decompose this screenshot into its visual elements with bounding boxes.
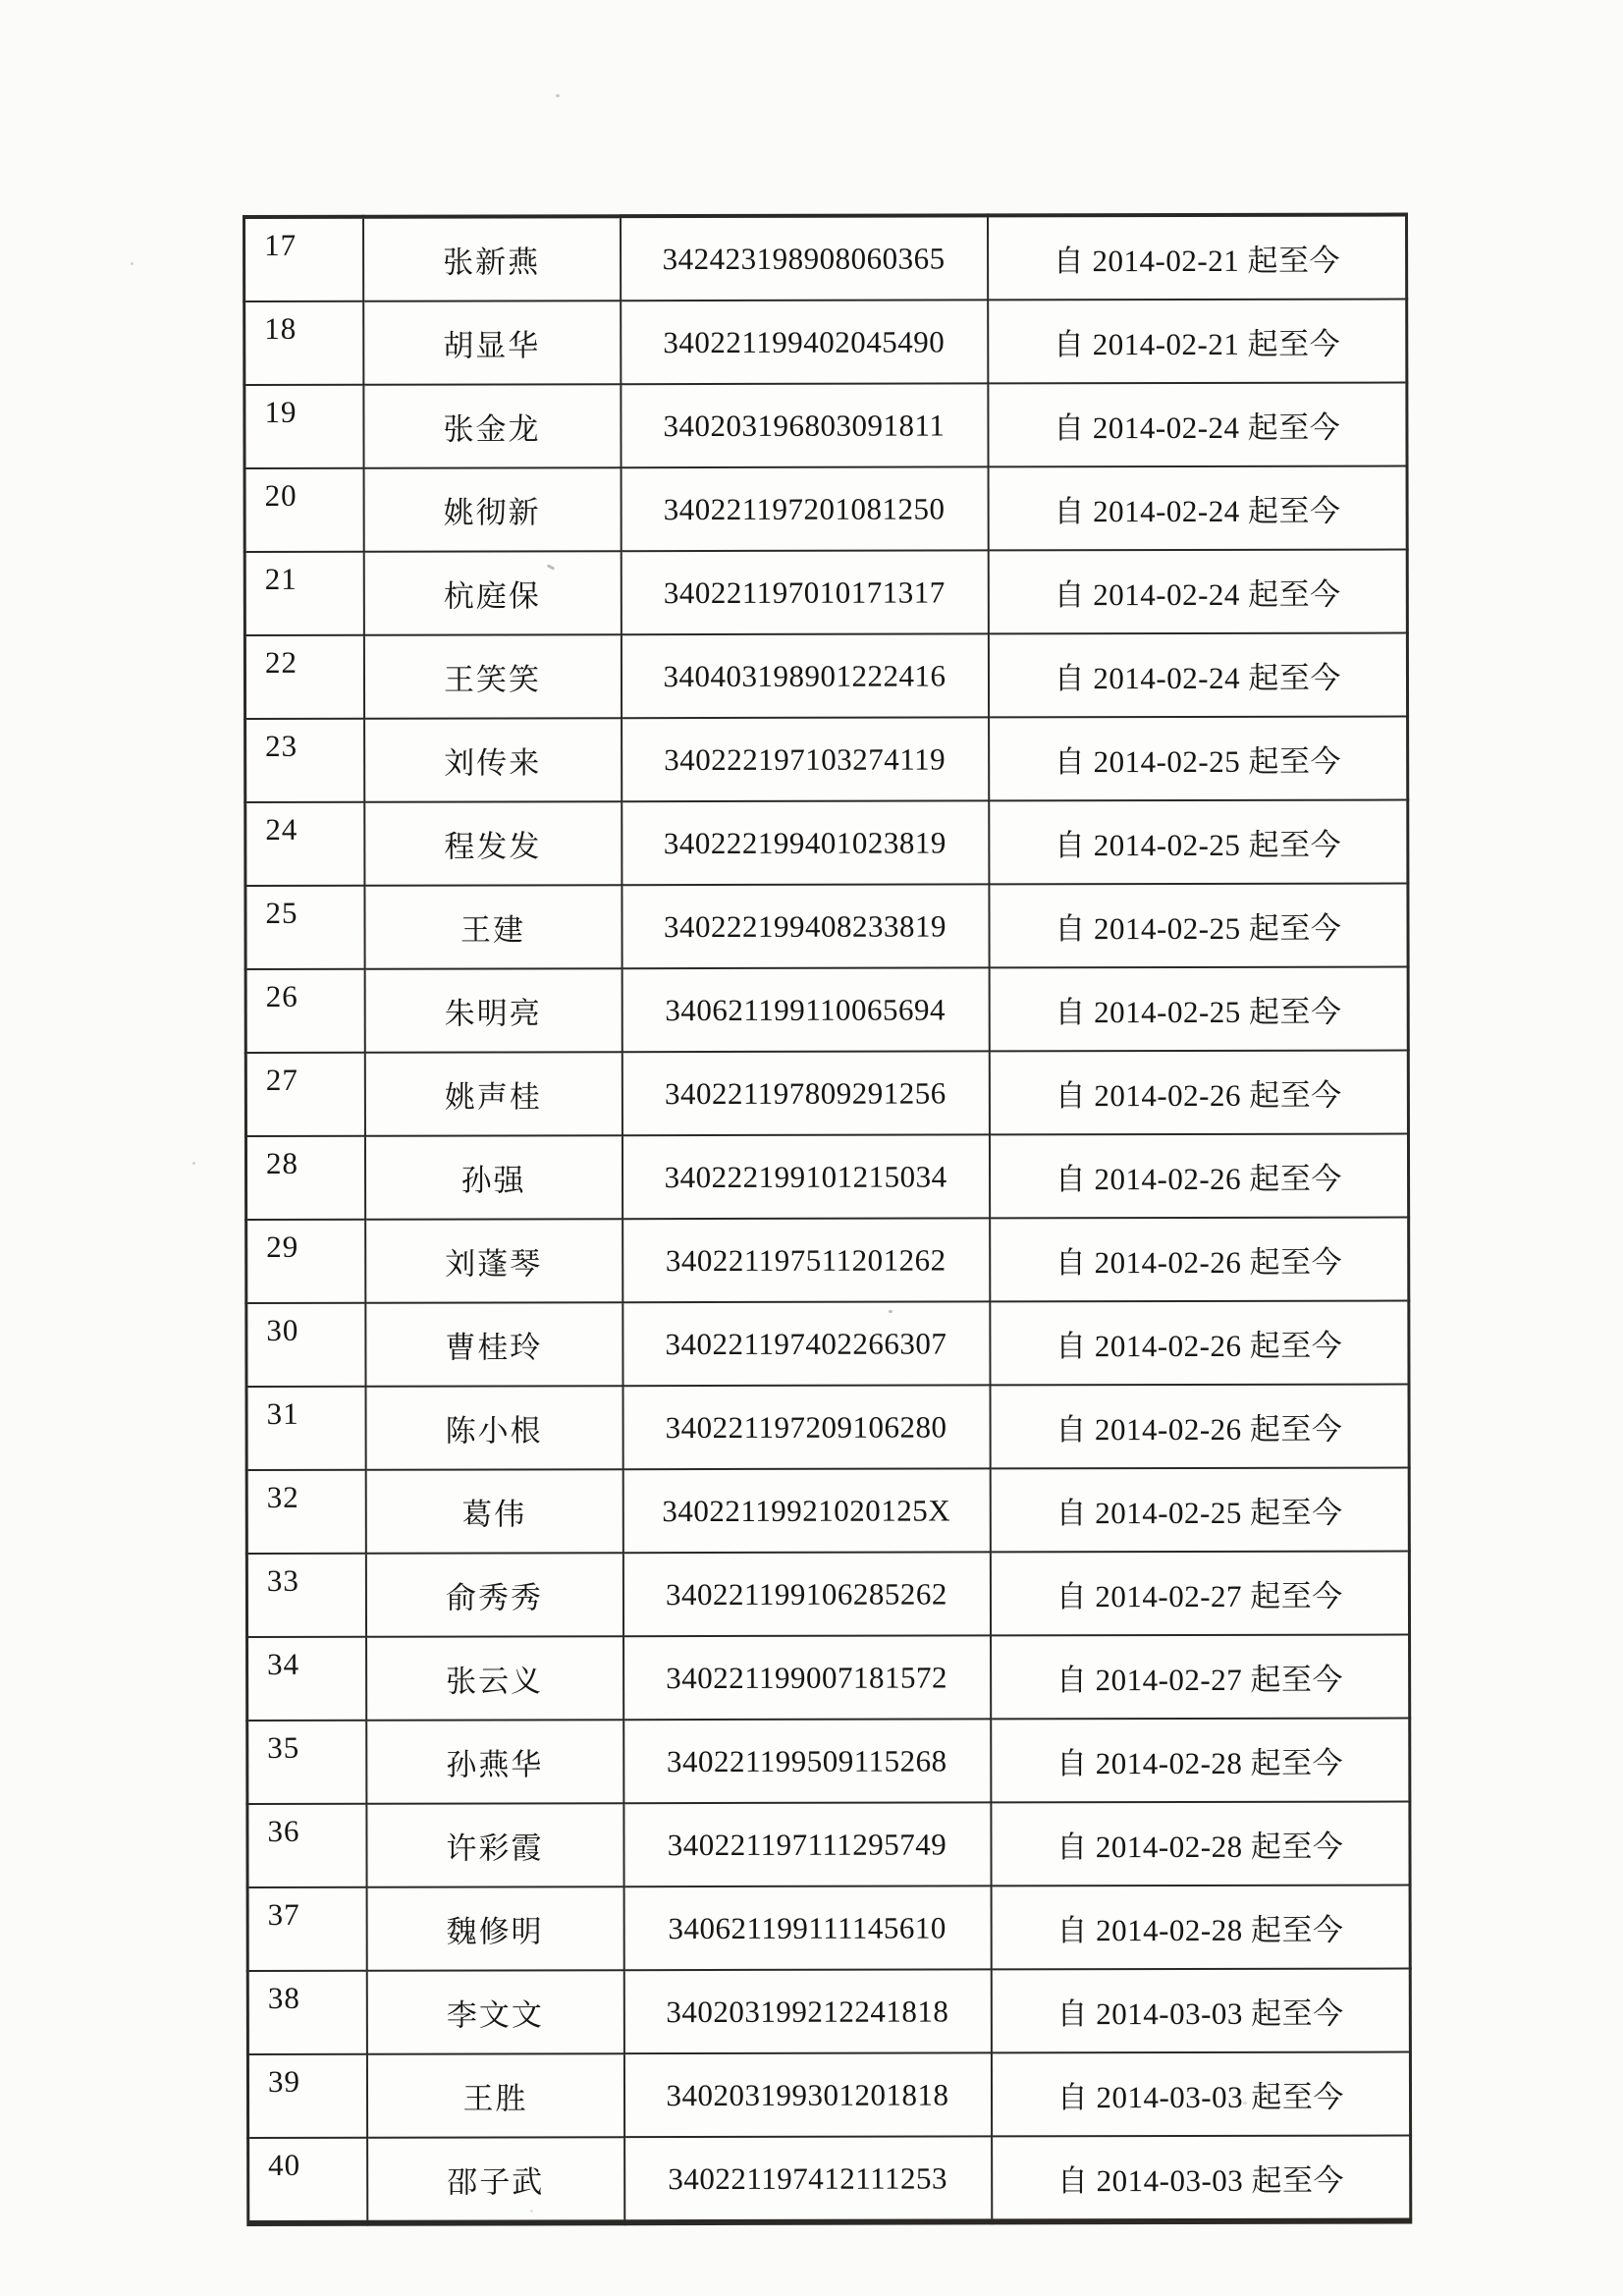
table-row	[244, 383, 1407, 468]
id-number-cell: 340221197412111253	[624, 2136, 992, 2222]
row-number-cell: 40	[248, 2138, 367, 2223]
person-name-cell: 魏修明	[366, 1886, 623, 1971]
validity-period-cell: 自 2014-02-25 起至今	[989, 884, 1408, 968]
validity-period-cell: 自 2014-02-24 起至今	[988, 550, 1407, 634]
row-number-cell: 17	[244, 217, 363, 301]
person-name-cell: 许彩霞	[366, 1803, 623, 1887]
person-name-cell: 刘传来	[364, 718, 622, 802]
id-number-cell: 340203199301201818	[623, 2052, 991, 2137]
scan-speck	[889, 1310, 893, 1313]
person-name-cell: 张云义	[366, 1636, 623, 1721]
table-row	[246, 1468, 1409, 1554]
row-number-cell: 35	[247, 1721, 366, 1804]
id-number-cell: 34022119921020125X	[622, 1468, 990, 1553]
person-name-cell: 程发发	[364, 801, 622, 886]
scan-speck	[1243, 2102, 1247, 2105]
table-row	[244, 215, 1407, 301]
validity-period-cell: 自 2014-02-24 起至今	[988, 383, 1407, 467]
table-row	[245, 717, 1408, 802]
table-row	[247, 1886, 1410, 1971]
table-row	[246, 1301, 1409, 1387]
validity-period-cell: 自 2014-02-25 起至今	[989, 717, 1408, 801]
table-row	[247, 1719, 1410, 1804]
roster-table	[243, 213, 1412, 2226]
row-number-cell: 37	[247, 1887, 366, 1971]
row-number-cell: 22	[244, 635, 363, 719]
row-number-cell: 21	[244, 552, 363, 635]
person-name-cell: 曹桂玲	[365, 1302, 622, 1387]
id-number-cell: 340221199402045490	[621, 300, 988, 384]
row-number-cell: 32	[246, 1470, 365, 1554]
row-number-cell: 36	[247, 1804, 366, 1887]
person-name-cell: 张金龙	[363, 384, 621, 468]
scan-speck	[556, 94, 560, 97]
row-number-cell: 20	[244, 468, 363, 552]
id-number-cell: 340203196803091811	[621, 383, 988, 467]
person-name-cell: 葛伟	[365, 1469, 622, 1554]
id-number-cell: 340221197201081250	[621, 466, 988, 551]
validity-period-cell: 自 2014-02-25 起至今	[989, 800, 1408, 885]
validity-period-cell: 自 2014-02-27 起至今	[990, 1552, 1409, 1636]
row-number-cell: 30	[246, 1303, 365, 1387]
id-number-cell: 342423198908060365	[621, 215, 988, 301]
row-number-cell: 19	[244, 385, 363, 468]
table-row	[245, 884, 1408, 969]
roster-table-wrap	[243, 213, 1412, 2226]
id-number-cell: 340221199106285262	[622, 1552, 990, 1636]
id-number-cell: 340221199007181572	[623, 1635, 991, 1720]
person-name-cell: 姚声桂	[364, 1052, 622, 1136]
person-name-cell: 杭庭保	[363, 551, 621, 635]
person-name-cell: 孙燕华	[366, 1720, 623, 1804]
row-number-cell: 18	[244, 301, 363, 385]
validity-period-cell: 自 2014-02-28 起至今	[991, 1886, 1410, 1970]
table-row	[247, 1802, 1410, 1887]
table-row	[247, 1635, 1410, 1721]
person-name-cell: 刘蓬琴	[365, 1219, 622, 1303]
validity-period-cell: 自 2014-02-26 起至今	[989, 1051, 1408, 1135]
person-name-cell: 孙强	[364, 1135, 622, 1220]
table-row	[247, 2052, 1410, 2138]
row-number-cell: 39	[247, 2054, 366, 2138]
table-row	[244, 550, 1407, 635]
table-row	[245, 800, 1408, 886]
validity-period-cell: 自 2014-03-03 起至今	[992, 2136, 1411, 2222]
id-number-cell: 340221197010171317	[621, 550, 988, 634]
person-name-cell: 邵子武	[367, 2137, 624, 2223]
scan-speck	[530, 2210, 533, 2213]
row-number-cell: 23	[245, 719, 364, 802]
row-number-cell: 28	[245, 1136, 364, 1220]
id-number-cell: 340222199408233819	[622, 884, 989, 968]
validity-period-cell: 自 2014-02-21 起至今	[988, 215, 1407, 301]
row-number-cell: 24	[245, 802, 364, 886]
id-number-cell: 340203199212241818	[623, 1969, 991, 2053]
scan-speck	[192, 1162, 195, 1165]
table-row	[247, 1969, 1410, 2054]
person-name-cell: 李文文	[366, 1970, 623, 2054]
validity-period-cell: 自 2014-02-21 起至今	[988, 300, 1407, 384]
table-row	[245, 967, 1408, 1053]
row-number-cell: 25	[245, 886, 364, 969]
validity-period-cell: 自 2014-02-28 起至今	[991, 1719, 1410, 1803]
person-name-cell: 王笑笑	[363, 634, 621, 719]
id-number-cell: 340222197103274119	[622, 717, 989, 801]
id-number-cell: 340221199509115268	[623, 1719, 991, 1803]
table-row	[244, 633, 1407, 719]
person-name-cell: 胡显华	[363, 301, 621, 385]
id-number-cell: 340221197111295749	[623, 1802, 991, 1886]
table-row	[245, 1051, 1408, 1136]
table-row	[244, 300, 1407, 385]
validity-period-cell: 自 2014-02-26 起至今	[990, 1218, 1409, 1302]
validity-period-cell: 自 2014-02-28 起至今	[991, 1802, 1410, 1886]
row-number-cell: 38	[247, 1971, 366, 2054]
validity-period-cell: 自 2014-02-26 起至今	[990, 1301, 1409, 1386]
id-number-cell: 340221197402266307	[622, 1301, 990, 1386]
id-number-cell: 340403198901222416	[621, 633, 988, 718]
row-number-cell: 34	[247, 1637, 366, 1721]
validity-period-cell: 自 2014-02-27 起至今	[991, 1635, 1410, 1720]
person-name-cell: 朱明亮	[364, 968, 622, 1053]
validity-period-cell: 自 2014-02-26 起至今	[990, 1385, 1409, 1469]
validity-period-cell: 自 2014-02-25 起至今	[989, 967, 1408, 1052]
id-number-cell: 340221197809291256	[622, 1051, 989, 1135]
id-number-cell: 340621199111145610	[623, 1886, 991, 1970]
table-row	[244, 466, 1407, 552]
id-number-cell: 340621199110065694	[622, 967, 989, 1052]
row-number-cell: 29	[246, 1220, 365, 1303]
validity-period-cell: 自 2014-03-03 起至今	[991, 2052, 1410, 2137]
row-number-cell: 33	[246, 1554, 365, 1637]
table-row	[246, 1218, 1409, 1303]
person-name-cell: 陈小根	[365, 1386, 622, 1470]
validity-period-cell: 自 2014-03-03 起至今	[991, 1969, 1410, 2053]
scan-speck	[131, 262, 134, 265]
row-number-cell: 27	[245, 1053, 364, 1136]
id-number-cell: 340222199401023819	[622, 800, 989, 885]
table-row	[248, 2136, 1411, 2223]
person-name-cell: 姚彻新	[363, 467, 621, 552]
id-number-cell: 340221197511201262	[622, 1218, 990, 1302]
person-name-cell: 俞秀秀	[365, 1553, 622, 1637]
validity-period-cell: 自 2014-02-24 起至今	[988, 466, 1407, 551]
row-number-cell: 31	[246, 1387, 365, 1470]
person-name-cell: 王建	[364, 885, 622, 969]
table-row	[245, 1134, 1408, 1220]
id-number-cell: 340221197209106280	[622, 1385, 990, 1469]
validity-period-cell: 自 2014-02-24 起至今	[988, 633, 1407, 718]
person-name-cell: 王胜	[366, 2053, 623, 2138]
person-name-cell: 张新燕	[363, 216, 621, 301]
roster-table-body	[244, 215, 1411, 2223]
id-number-cell: 340222199101215034	[622, 1134, 989, 1219]
table-row	[246, 1385, 1409, 1470]
validity-period-cell: 自 2014-02-25 起至今	[990, 1468, 1409, 1553]
validity-period-cell: 自 2014-02-26 起至今	[989, 1134, 1408, 1219]
table-row	[246, 1552, 1409, 1637]
row-number-cell: 26	[245, 969, 364, 1053]
